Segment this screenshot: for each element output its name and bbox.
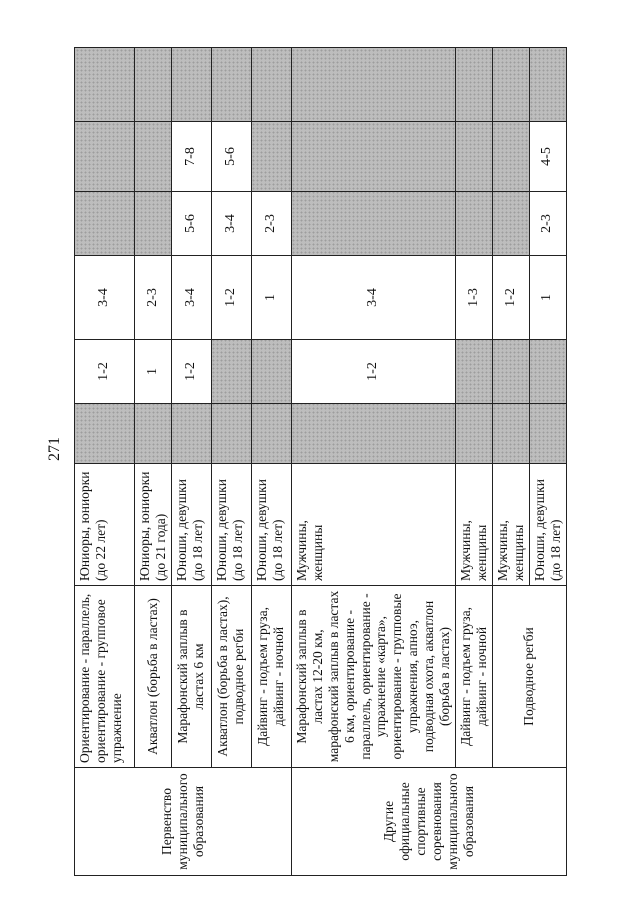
value-cell: 5-6 <box>211 122 251 192</box>
value-cell: 1-2 <box>211 256 251 340</box>
value-cell: 1 <box>251 256 291 340</box>
group-cell: Юноши, девушки (до 18 лет) <box>251 464 291 586</box>
value-cell: 1-3 <box>456 256 493 340</box>
discipline-cell: Дайвинг - подъем груза, дайвинг - ночной <box>456 586 493 768</box>
value-cell: 3-4 <box>171 256 211 340</box>
value-cell <box>211 404 251 464</box>
section-label: Первенство муниципального образования <box>75 768 292 876</box>
discipline-cell: Подводное регби <box>492 586 566 768</box>
value-cell <box>75 122 135 192</box>
table-row <box>211 48 251 876</box>
group-cell: Мужчины, женщины <box>492 464 529 586</box>
page-number: 271 <box>46 437 63 461</box>
discipline-cell: Дайвинг - подъем груза, дайвинг - ночной <box>251 586 291 768</box>
discipline-cell: Марафонский заплыв в ластах 6 км <box>171 586 211 768</box>
value-cell <box>251 48 291 122</box>
value-cell <box>171 404 211 464</box>
value-cell <box>492 340 529 404</box>
value-cell <box>75 404 135 464</box>
value-cell <box>492 122 529 192</box>
value-cell <box>135 192 172 256</box>
value-cell <box>251 122 291 192</box>
value-cell: 1 <box>529 256 566 340</box>
table-row <box>291 48 455 876</box>
value-cell <box>135 122 172 192</box>
value-cell <box>251 404 291 464</box>
value-cell <box>456 192 493 256</box>
discipline-cell: Акватлон (борьба в ластах), подводное регби <box>211 586 251 768</box>
table-row <box>75 48 135 876</box>
value-cell <box>291 192 455 256</box>
rotated-table-wrapper <box>74 48 563 876</box>
value-cell <box>529 48 566 122</box>
value-cell: 1-2 <box>291 340 455 404</box>
value-cell <box>135 404 172 464</box>
value-cell: 2-3 <box>529 192 566 256</box>
value-cell: 1-2 <box>171 340 211 404</box>
group-cell: Юниоры, юниорки (до 21 года) <box>135 464 172 586</box>
value-cell: 1-2 <box>492 256 529 340</box>
value-cell <box>456 404 493 464</box>
value-cell <box>171 48 211 122</box>
discipline-cell: Ориентирование - параллель, ориентирование - групповое упражнение <box>75 586 135 768</box>
value-cell: 5-6 <box>171 192 211 256</box>
group-cell: Мужчины, женщины <box>291 464 455 586</box>
table-row <box>456 48 493 876</box>
group-cell: Юноши, девушки (до 18 лет) <box>529 464 566 586</box>
table-row <box>171 48 211 876</box>
value-cell <box>291 48 455 122</box>
table-row <box>135 48 172 876</box>
value-cell: 3-4 <box>291 256 455 340</box>
table-row <box>492 48 529 876</box>
value-cell <box>529 404 566 464</box>
value-cell <box>492 404 529 464</box>
discipline-cell: Акватлон (борьба в ластах) <box>135 586 172 768</box>
value-cell: 4-5 <box>529 122 566 192</box>
value-cell <box>135 48 172 122</box>
value-cell <box>75 48 135 122</box>
section-label: Другие официальные спортивные соревнования муниципального образования <box>291 768 566 876</box>
group-cell: Юноши, девушки (до 18 лет) <box>211 464 251 586</box>
value-cell <box>456 122 493 192</box>
discipline-cell: Марафонский заплыв в ластах 12-20 км, марафонский заплыв в ластах 6 км, ориентирование - параллель, ориентирование - упражнение «карта», ориентирование - групповые упражнения, апноэ, подводная охота, акватлон (борьба в ластах) <box>291 586 455 768</box>
value-cell <box>251 340 291 404</box>
value-cell: 7-8 <box>171 122 211 192</box>
value-cell <box>291 122 455 192</box>
value-cell <box>456 48 493 122</box>
value-cell <box>492 192 529 256</box>
value-cell: 2-3 <box>135 256 172 340</box>
value-cell <box>291 404 455 464</box>
value-cell: 1 <box>135 340 172 404</box>
value-cell <box>75 192 135 256</box>
value-cell <box>211 340 251 404</box>
table-row <box>251 48 291 876</box>
value-cell: 2-3 <box>251 192 291 256</box>
value-cell: 3-4 <box>75 256 135 340</box>
value-cell <box>211 48 251 122</box>
value-cell: 3-4 <box>211 192 251 256</box>
ranks-table <box>74 47 567 876</box>
group-cell: Юниоры, юниорки (до 22 лет) <box>75 464 135 586</box>
value-cell <box>456 340 493 404</box>
value-cell <box>529 340 566 404</box>
group-cell: Мужчины, женщины <box>456 464 493 586</box>
value-cell <box>492 48 529 122</box>
value-cell: 1-2 <box>75 340 135 404</box>
group-cell: Юноши, девушки (до 18 лет) <box>171 464 211 586</box>
